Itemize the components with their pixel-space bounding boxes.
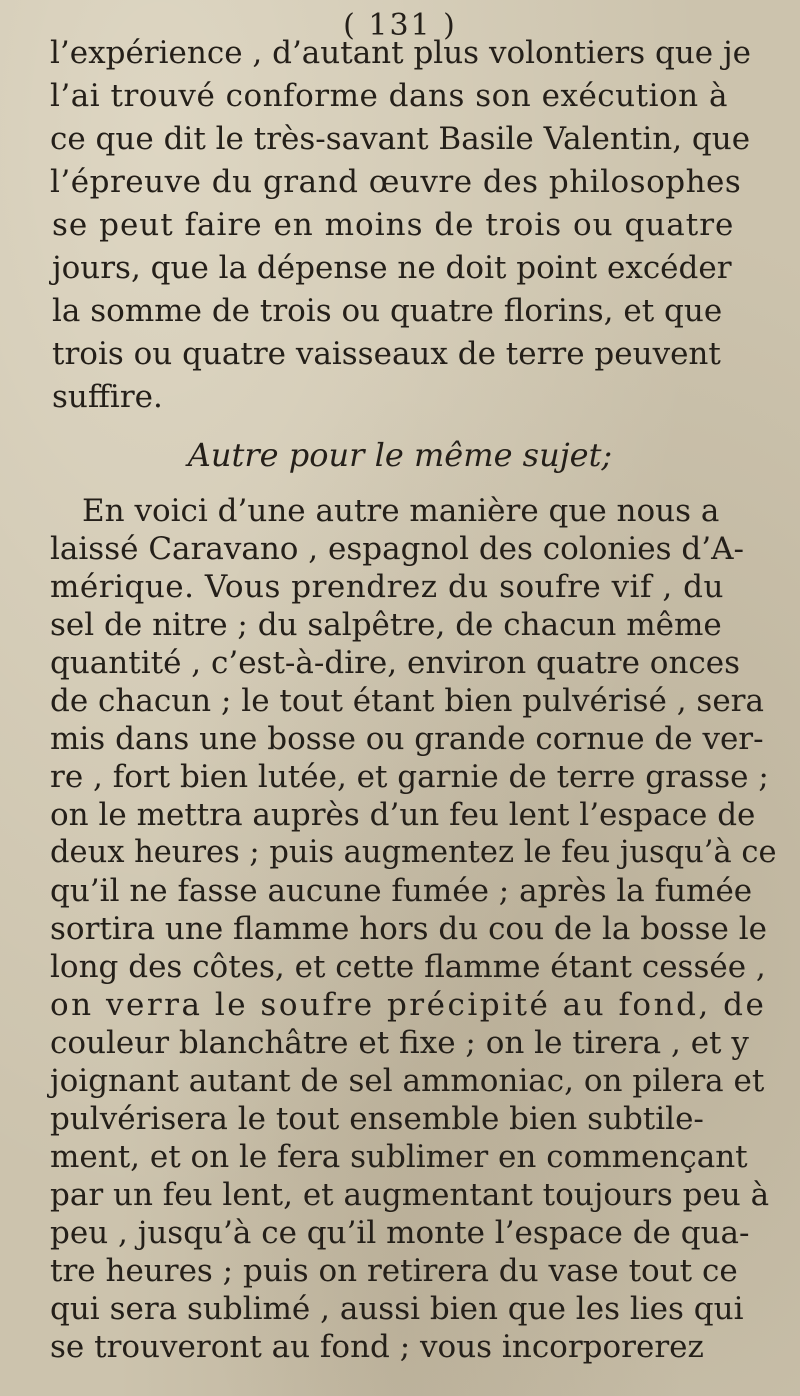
text-line: qui sera sublimé , aussi bien que les lies qui <box>50 1291 744 1327</box>
section-heading: Autre pour le même sujet; <box>187 436 613 474</box>
text-line: par un feu lent, et augmentant toujours peu à <box>50 1177 770 1213</box>
text-line: ment, et on le fera sublimer en commençant <box>50 1139 748 1175</box>
text-line: qu’il ne fasse aucune fumée ; après la fumée <box>50 873 753 909</box>
text-line: pulvérisera le tout ensemble bien subtile- <box>50 1101 704 1137</box>
text-line: la somme de trois ou quatre florins, et que <box>52 293 723 329</box>
text-line: sortira une flamme hors du cou de la bosse le <box>50 911 767 947</box>
text-line: deux heures ; puis augmentez le feu jusqu’à ce <box>50 835 777 870</box>
text-line: mis dans une bosse ou grande cornue de ver- <box>50 721 764 757</box>
text-line: l’expérience , d’autant plus volontiers que je <box>50 35 751 71</box>
text-line: joignant autant de sel ammoniac, on pilera et <box>50 1063 765 1099</box>
text-line: jours, que la dépense ne doit point excéder <box>52 250 732 286</box>
text-line: laissé Caravano , espagnol des colonies d’A- <box>50 531 744 567</box>
text-line: tre heures ; puis on retirera du vase tout ce <box>50 1253 738 1289</box>
text-line: de chacun ; le tout étant bien pulvérisé , sera <box>50 683 764 719</box>
text-line: ce que dit le très-savant Basile Valentin, que <box>50 121 751 157</box>
text-line: peu , jusqu’à ce qu’il monte l’espace de qua- <box>50 1215 750 1251</box>
text-line: l’ai trouvé conforme dans son exécution à <box>50 78 728 114</box>
text-line: se peut faire en moins de trois ou quatre <box>52 207 735 243</box>
text-line: quantité , c’est-à-dire, environ quatre onces <box>50 645 741 681</box>
text-line: l’épreuve du grand œuvre des philosophes <box>50 164 742 200</box>
text-line: se trouveront au fond ; vous incorporerez <box>50 1329 704 1365</box>
text-line: En voici d’une autre manière que nous a <box>82 493 720 529</box>
text-line: couleur blanchâtre et fixe ; on le tirera , et y <box>50 1025 749 1061</box>
text-line: suffire. <box>52 379 163 415</box>
text-line: on verra le soufre précipité au fond, de <box>50 987 767 1023</box>
text-line: mérique. Vous prendrez du soufre vif , du <box>50 569 724 605</box>
page-number: ( 131 ) <box>343 8 457 43</box>
text-line: on le mettra auprès d’un feu lent l’espace de <box>50 797 756 833</box>
text-line: sel de nitre ; du salpêtre, de chacun même <box>50 607 722 643</box>
text-line: trois ou quatre vaisseaux de terre peuvent <box>52 336 721 372</box>
text-line: long des côtes, et cette flamme étant cessée , <box>50 949 766 985</box>
text-line: re , fort bien lutée, et garnie de terre grasse ; <box>50 759 769 795</box>
